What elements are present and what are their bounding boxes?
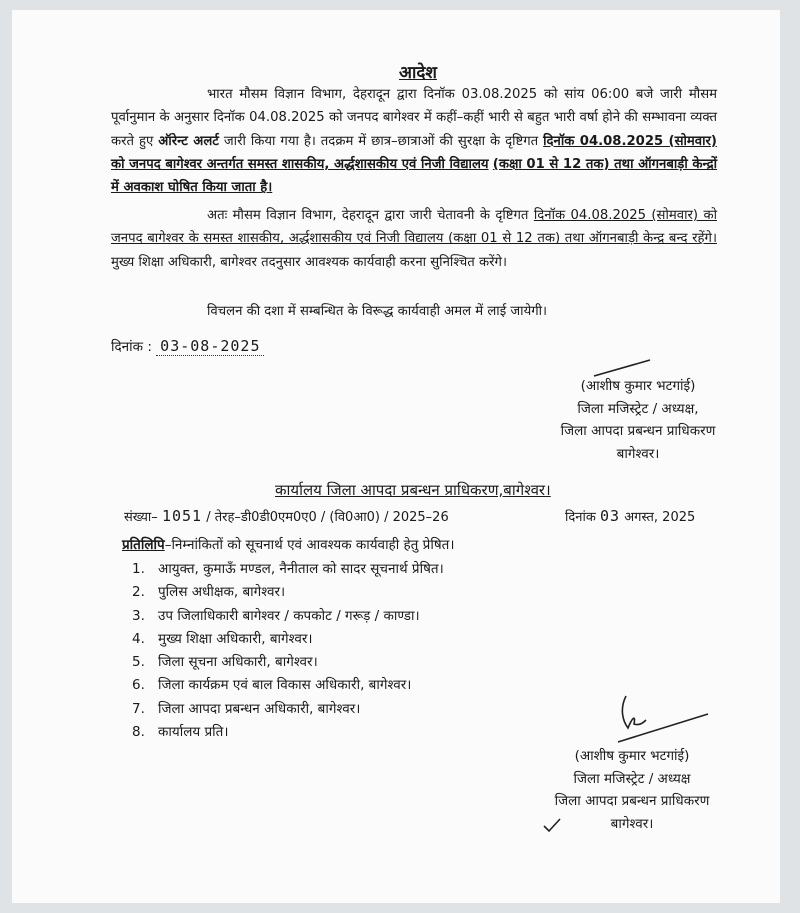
ref-prefix: संख्या– — [124, 510, 158, 525]
order-paragraph-3 — [111, 300, 717, 323]
endorsement-signatory-block — [532, 745, 732, 835]
orange-alert-text: ऑरेन्ट अलर्ट — [158, 133, 219, 149]
list-item: 5. जिला सूचना अधिकारी, बागेश्वर। — [132, 654, 318, 671]
ref-number: 1051 — [161, 507, 203, 525]
holiday-declaration-text: दिनॉक 04.08.2025 (सोमवार) को जनपद बागेश्वर अन्तर्गत समस्त शासकीय, अर्द्धशासकीय एवं निजी विद्यालय — [111, 133, 717, 172]
para1-text-a: भारत मौसम विज्ञान विभाग, देहरादून द्वारा दिनॉक 03.08.2025 को सांय 06:00 बजे जारी मौसम पूर्वानुमान के अनुसार दिनॉक 04.08.2025 को जनपद बागेश्वर में कहीं–कहीं भारी से बहुत भारी वर्षा होने की सम्भावना व्यक्त करते हुए — [111, 87, 717, 149]
document-page — [12, 10, 780, 903]
date-label: दिनांक : — [111, 339, 152, 355]
holiday-declaration-text-2: (कक्षा 01 से 12 तक) तथा ऑगनबाड़ी केन्द्रों में अवकाश घोषित किया जाता है। — [111, 156, 717, 196]
signatory-office: जिला आपदा प्रबन्धन प्राधिकरण — [554, 793, 710, 809]
copy-header — [122, 535, 454, 553]
reference-number — [124, 507, 449, 525]
para1-text-c: जारी किया गया है। तदक्रम में छात्र–छात्राओं की सुरक्षा के दृष्टिगत — [223, 133, 539, 149]
signatory-name: (आशीष कुमार भटगांई) — [574, 748, 690, 764]
para2-text-c: मुख्य शिक्षा अधिकारी, बागेश्वर तदनुसार आवश्यक कार्यवाही करना सुनिश्चित करेंगे। — [111, 254, 507, 270]
signatory-place: बागेश्वर। — [616, 445, 660, 462]
signature-mark-2 — [610, 690, 710, 742]
para3-text: विचलन की दशा में सम्बन्धित के विरूद्ध कार्यवाही अमल में लाई जायेगी। — [207, 304, 548, 319]
date-prefix: दिनांक — [565, 510, 596, 525]
school-closure-text: दिनॉक 04.08.2025 (सोमवार) को जनपद बागेश्वर के समस्त शासकीय, अर्द्धशासकीय एवं निजी विद्यालय (कक्षा 01 से 12 तक) तथा ऑगनबाड़ी केन्द्र बन्द रहेंगे। — [111, 208, 717, 247]
list-item: 2. पुलिस अधीक्षक, बागेश्वर। — [132, 584, 286, 601]
order-paragraph-2 — [111, 204, 717, 274]
copy-text: –निम्नांकितों को सूचनार्थ एवं आवश्यक कार्यवाही हेतु प्रेषित। — [164, 537, 455, 553]
order-paragraph-1 — [111, 83, 717, 199]
signatory-office: जिला आपदा प्रबन्धन प्राधिकरण — [560, 423, 716, 439]
office-header: कार्यालय जिला आपदा प्रबन्धन प्राधिकरण,बागेश्वर। — [275, 481, 551, 499]
recipient-list — [132, 558, 444, 744]
list-item: 8. कार्यालय प्रति। — [132, 724, 229, 741]
signatory-name: (आशीष कुमार भटगांई) — [580, 378, 696, 394]
tick-mark — [542, 818, 562, 832]
para2-text-a: अतः मौसम विज्ञान विभाग, देहरादून द्वारा जारी चेतावनी के दृष्टिगत — [207, 208, 529, 223]
list-item: 4. मुख्य शिक्षा अधिकारी, बागेश्वर। — [132, 630, 313, 647]
list-item: 1. आयुक्त, कुमाऊँ मण्डल, नैनीताल को सादर सूचनार्थ प्रेषित। — [132, 561, 444, 577]
date-value: 03-08-2025 — [156, 337, 264, 356]
signatory-designation: जिला मजिस्ट्रेट / अध्यक्ष, — [577, 400, 699, 417]
order-date — [111, 337, 264, 355]
endorsement-date — [565, 507, 695, 525]
order-signatory-block — [538, 375, 738, 465]
ref-suffix: / तेरह–डी0डी0एम0ए0 / (वि0आ0) / 2025–26 — [206, 510, 449, 525]
order-title: आदेश — [399, 63, 437, 83]
date-day: 03 — [599, 507, 621, 525]
list-item: 3. उप जिलाधिकारी बागेश्वर / कपकोट / गरूड़ / काण्डा। — [132, 607, 420, 624]
copy-label: प्रतिलिपि — [122, 537, 165, 553]
signatory-designation: जिला मजिस्ट्रेट / अध्यक्ष — [573, 770, 691, 787]
list-item: 6. जिला कार्यक्रम एवं बाल विकास अधिकारी, बागेश्वर। — [132, 677, 412, 694]
list-item: 7. जिला आपदा प्रबन्धन अधिकारी, बागेश्वर। — [132, 700, 361, 717]
date-rest: अगस्त, 2025 — [624, 510, 696, 525]
signatory-place: बागेश्वर। — [610, 815, 654, 832]
